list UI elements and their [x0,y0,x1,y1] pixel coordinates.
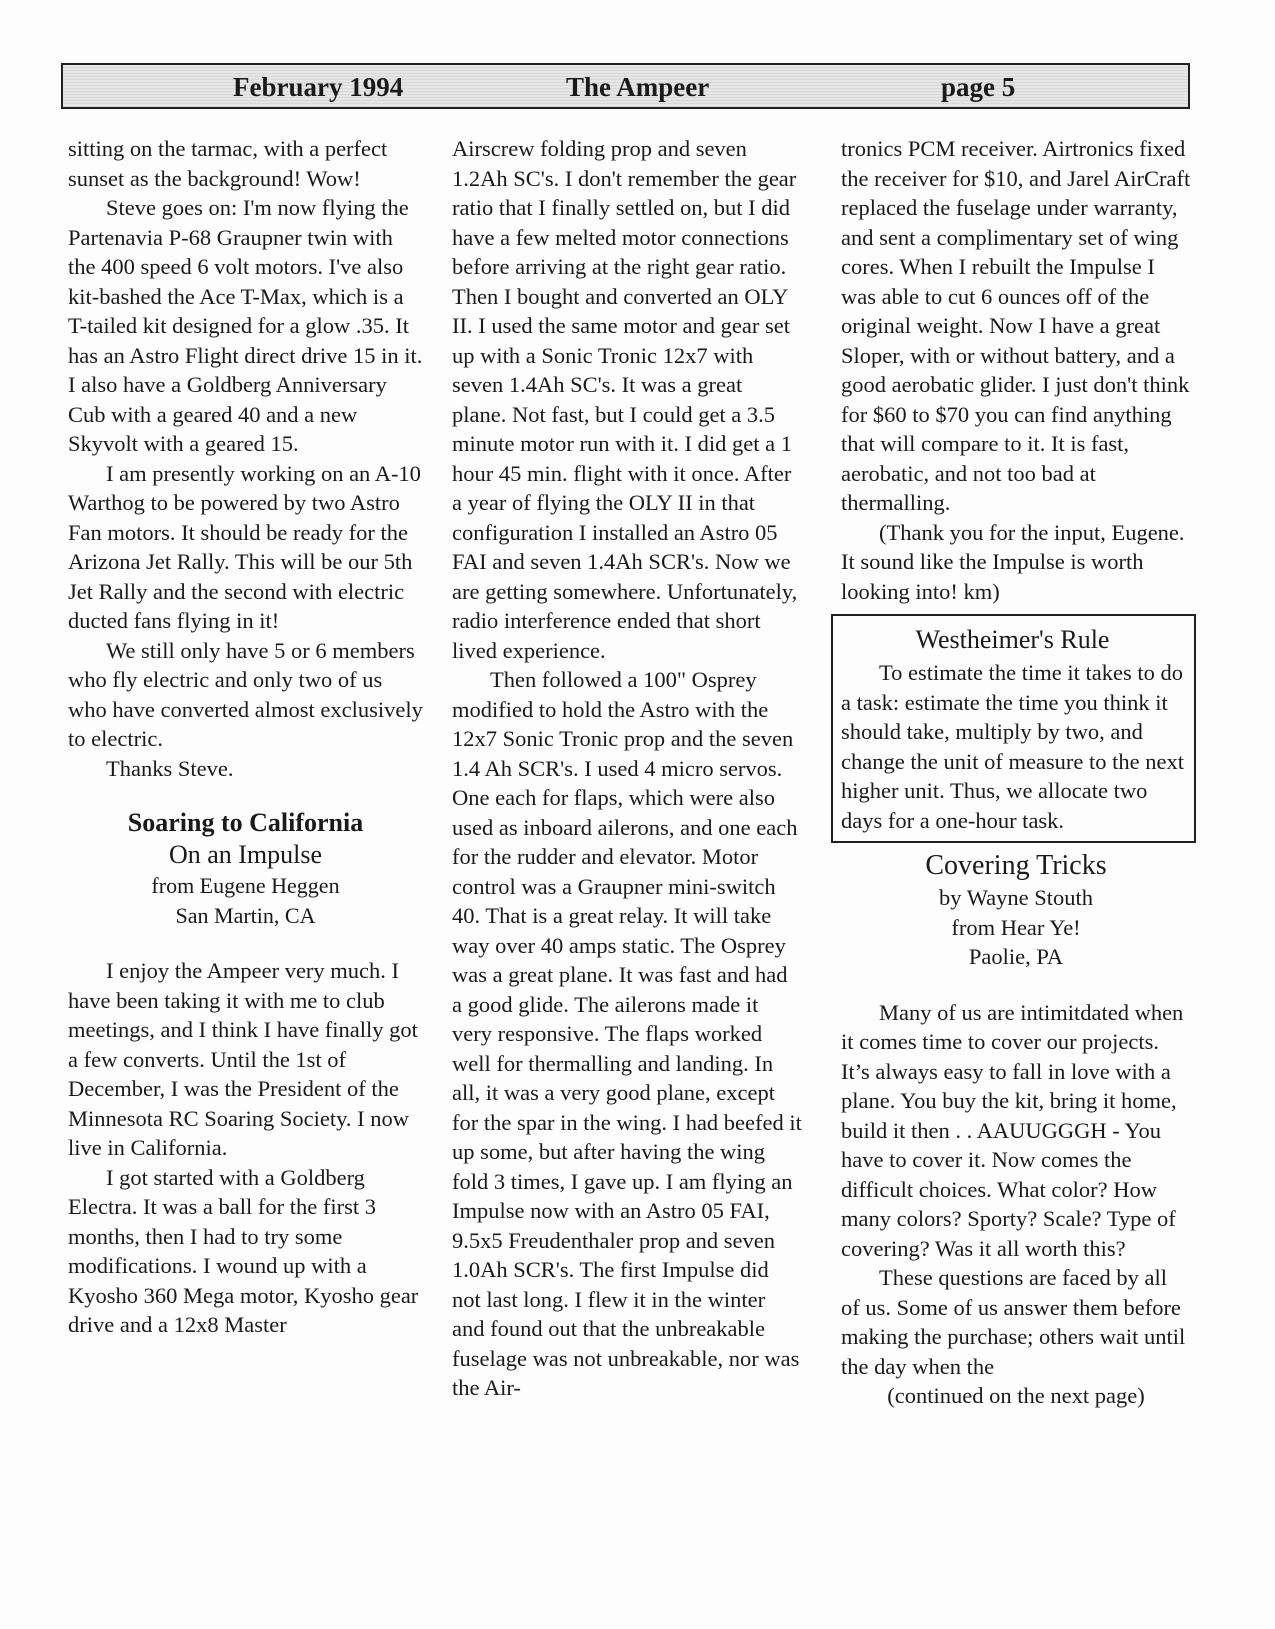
covering-byline-source: from Hear Ye! [951,914,1081,940]
covering-byline-author: by Wayne Stouth [938,885,1094,910]
continued-note: (continued on the next page) [887,1383,1145,1408]
covering-tricks-title: Covering Tricks [925,850,1107,881]
covering-byline-location: Paolie, PA [968,944,1064,969]
paragraph: These questions are faced by all of us. Some of us answer them before making the purchase; others wait until the day when the [841,1265,1186,1379]
page-number: page 5 [941,72,1016,102]
column-3 [841,134,1191,1411]
paragraph: Airscrew folding prop and seven 1.2Ah SC's. I don't remember the gear ratio that I finally settled on, but I did have a few melted motor connections before arriving at the right gear ratio. Then I bought and converted an OLY II. I used the same motor and gear set up with a Sonic Tronic 12x7 with seven 1.4Ah SC's. It was a great plane. Not fast, but I could get a 3.5 minute motor run with it. I did get a 1 hour 45 min. flight with it once. After a year of flying the OLY II in that configuration I installed an Astro 05 FAI and seven 1.4Ah SCR's. Now we are getting somewhere. Unfortunately, radio interference ended that short lived experience. [452,136,798,663]
column-1 [68,134,423,1340]
article-subtitle: On an Impulse [168,840,323,869]
paragraph: Steve goes on: I'm now flying the Partenavia P-68 Graupner twin with the 400 speed 6 volt motors. I've also kit-bashed the Ace T-Max, which is a T-tailed kit designed for a glow .35. It has an Astro Flight direct drive 15 in it. I also have a Goldberg Anniversary Cub with a geared 40 and a new Skyvolt with a geared 15. [68,195,423,456]
newsletter-title: The Ampeer [566,72,710,102]
newsletter-header [61,63,1190,109]
paragraph: I got started with a Goldberg Electra. It was a ball for the first 3 months, then I had to try some modifications. I wound up with a Kyosho 360 Mega motor, Kyosho gear drive and a 12x8 Master [68,1164,419,1337]
column-2 [452,134,802,1403]
paragraph: Many of us are intimitdated when it comes time to cover our projects. It’s always easy to fall in love with a plane. You buy the kit, bring it home, build it then . . AAUUGGGH - You have to cover it. Now comes the difficult choices. What color? How many colors? Sporty? Scale? Type of covering? Was it all worth this? [841,999,1184,1261]
article-title: Soaring to California [127,808,364,837]
paragraph: I enjoy the Ampeer very much. I have been taking it with me to club meetings, and I think I have finally got a few converts. Until the 1st of December, I was the President of the Minnesota RC Soaring Society. I now live in California. [68,958,418,1160]
box-title: Westheimer's Rule [915,625,1110,654]
article-location: San Martin, CA [175,902,316,928]
paragraph: Then followed a 100" Osprey modified to hold the Astro with the 12x7 Sonic Tronic prop and the seven 1.4 Ah SCR's. I used 4 micro servos. One each for flaps, which were also used as inboard ailerons, and one each for the rudder and elevator. Motor control was a Graupner mini-switch 40. That is a great relay. It will take way over 40 amps static. The Osprey was a great plane. It was fast and had a good glide. The ailerons made it very responsive. The flaps worked well for thermalling and landing. In all, it was a very good plane, except for the spar in the wing. I had beefed it up some, but after having the wing fold 3 times, I gave up. I am flying an Impulse now with an Astro 05 FAI, 9.5x5 Freudenthaler prop and seven 1.0Ah SCR's. The first Impulse did not last long. I flew it in the winter and found out that the unbreakable fuselage was not unbreakable, nor was the Air- [452,667,802,1400]
paragraph: I am presently working on an A-10 Warthog to be powered by two Astro Fan motors. It should be ready for the Arizona Jet Rally. This will be our 5th Jet Rally and the second with electric ducted fans flying in it! [68,460,421,633]
paragraph: sitting on the tarmac, with a perfect sunset as the background! Wow! [68,136,388,191]
article-byline: from Eugene Heggen [151,873,340,898]
paragraph: Thanks Steve. [106,755,234,781]
paragraph: (Thank you for the input, Eugene. It sound like the Impulse is worth looking into! km) [841,519,1185,604]
box-text: To estimate the time it takes to do a task: estimate the time you think it should take, multiply by two, and change the unit of measure to the next higher unit. Thus, we allocate two days for a one-hour task. [841,660,1185,833]
issue-date: February 1994 [233,72,404,102]
paragraph: tronics PCM receiver. Airtronics fixed the receiver for $10, and Jarel AirCraft replaced the fuselage under warranty, and sent a complimentary set of wing cores. When I rebuilt the Impulse I was able to cut 6 ounces off of the original weight. Now I have a great Sloper, with or without battery, and a good aerobatic glider. I just don't think for $60 to $70 you can find anything that will compare to it. It is fast, aerobatic, and not too bad at thermalling. [841,136,1191,515]
westheimers-rule-box [831,614,1196,843]
paragraph: We still only have 5 or 6 members who fly electric and only two of us who have converted almost exclusively to electric. [68,637,423,751]
